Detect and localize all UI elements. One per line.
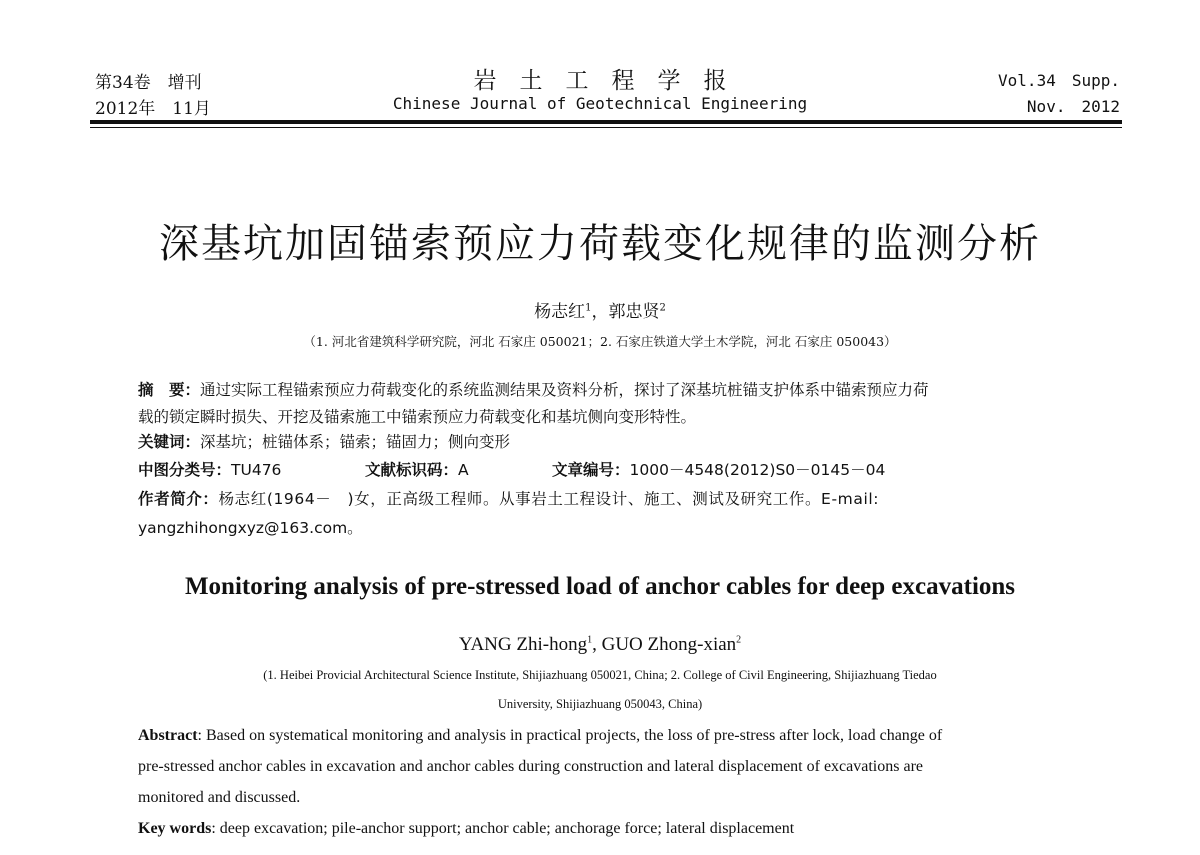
authors-en bbox=[0, 634, 1200, 656]
journal-title-en: Chinese Journal of Geotechnical Engineering bbox=[392, 94, 808, 113]
abstract-en-text1: : Based on systematical monitoring and analysis in practical projects, the loss of pre-stress after lock, load change of bbox=[197, 727, 943, 744]
abstract-en-line1 bbox=[138, 727, 942, 745]
author-2-sup: 2 bbox=[659, 302, 666, 314]
abstract-cn-line1 bbox=[138, 378, 929, 400]
journal-title-cn: 岩 土 工 程 学 报 bbox=[473, 68, 727, 94]
affiliation-en-line2: University, Shijiazhuang 050043, China) bbox=[497, 697, 703, 711]
affiliation-en-line1: (1. Heibei Provicial Architectural Science Institute, Shijiazhuang 050021, China; 2. College of Civil Engineering, Shijiazhuang Tiedao bbox=[263, 668, 937, 682]
keywords-cn-label: 关键词： bbox=[138, 433, 201, 451]
author-bio-line1 bbox=[138, 487, 1078, 509]
keywords-en-label: Key words bbox=[138, 820, 212, 837]
paper-title-en: Monitoring analysis of pre-stressed load of anchor cables for deep excavations bbox=[184, 573, 1016, 600]
abstract-en-line3: monitored and discussed. bbox=[138, 789, 301, 806]
author-1-cn: 杨志红 bbox=[534, 302, 586, 322]
clc-value: TU476 bbox=[231, 461, 282, 479]
author-2-en: GUO Zhong-xian bbox=[601, 634, 737, 655]
author-1-sup: 1 bbox=[585, 302, 592, 314]
abstract-cn-line2: 载的锁定瞬时损失、开挖及锚索施工中锚索预应力荷载变化和基坑侧向变形特性。 bbox=[138, 408, 697, 426]
abstract-cn-text1: 通过实际工程锚索预应力荷载变化的系统监测结果及资料分析，探讨了深基坑桩锚支护体系中锚索预应力荷 bbox=[200, 381, 929, 399]
article-number bbox=[552, 458, 885, 480]
clc-number bbox=[138, 458, 281, 480]
affiliation-cn: （1. 河北省建筑科学研究院，河北 石家庄 050021；2. 石家庄铁道大学土木学院，河北 石家庄 050043） bbox=[303, 334, 897, 349]
author-1-en: YANG Zhi-hong bbox=[458, 634, 588, 655]
author-separator: ， bbox=[591, 302, 609, 322]
article-number-label: 文章编号： bbox=[552, 461, 630, 479]
author-1-en-sup: 1 bbox=[587, 634, 593, 646]
author-bio-email: yangzhihongxyz@163.com。 bbox=[138, 519, 363, 537]
header-rule-thick bbox=[90, 120, 1122, 124]
keywords-en-text: : deep excavation; pile-anchor support; anchor cable; anchorage force; lateral displacement bbox=[211, 820, 795, 837]
keywords-cn bbox=[138, 430, 510, 452]
publication-date-cn: 2012年 11月 bbox=[95, 99, 211, 119]
article-number-value: 1000－4548(2012)S0－0145－04 bbox=[629, 461, 886, 479]
author-en-separator: , bbox=[592, 634, 602, 655]
paper-title-cn: 深基坑加固锚索预应力荷载变化规律的监测分析 bbox=[159, 221, 1041, 267]
doc-code-value: A bbox=[458, 461, 469, 479]
doc-code-label: 文献标识码： bbox=[365, 461, 459, 479]
volume-supp: Vol.34 Supp. bbox=[998, 71, 1120, 90]
abstract-en-label: Abstract bbox=[138, 727, 198, 744]
abstract-cn-label: 摘 要： bbox=[138, 381, 201, 399]
volume-issue: 第34卷 增刊 bbox=[95, 73, 202, 93]
author-bio-text1: 杨志红(1964－ )女，正高级工程师。从事岩土工程设计、施工、测试及研究工作。E-mail: bbox=[218, 490, 880, 508]
keywords-en bbox=[138, 820, 794, 838]
doc-code bbox=[365, 458, 469, 480]
author-2-en-sup: 2 bbox=[736, 634, 742, 646]
abstract-en-line2: pre-stressed anchor cables in excavation and anchor cables during construction and lateral displacement of excavations are bbox=[138, 758, 924, 775]
authors-cn bbox=[0, 297, 1200, 322]
keywords-cn-text: 深基坑；桩锚体系；锚索；锚固力；侧向变形 bbox=[200, 433, 511, 451]
clc-label: 中图分类号： bbox=[138, 461, 232, 479]
publication-date-en: Nov. 2012 bbox=[1026, 97, 1120, 116]
header-rule-thin bbox=[90, 127, 1122, 128]
author-2-cn: 郭忠贤 bbox=[608, 302, 660, 322]
author-bio-label: 作者简介： bbox=[138, 490, 219, 508]
